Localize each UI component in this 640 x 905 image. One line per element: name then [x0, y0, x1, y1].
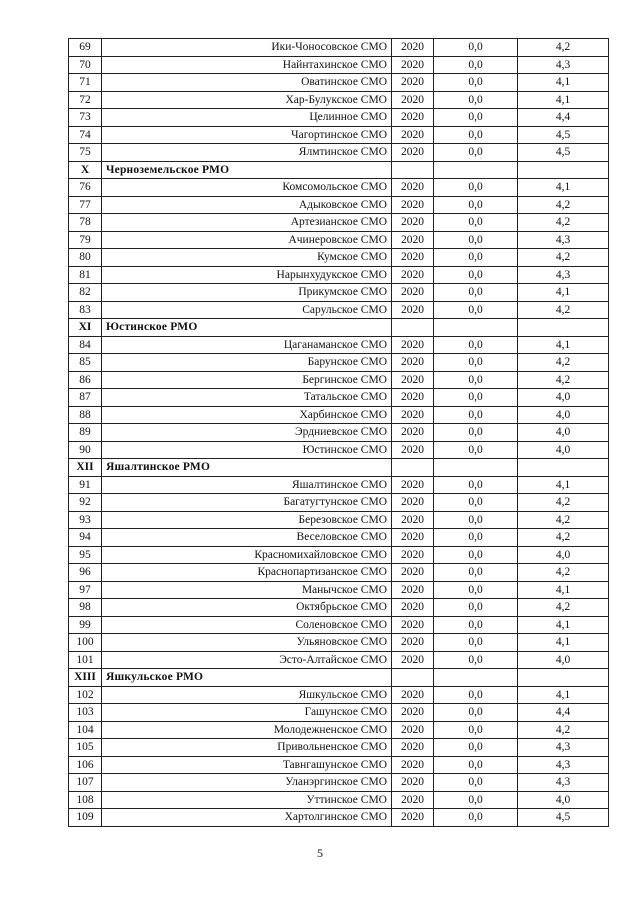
municipality-name: Оватинское СМО [102, 74, 392, 92]
value-cell-1: 0,0 [434, 389, 518, 407]
row-number: 74 [69, 126, 102, 144]
municipality-name: Ульяновское СМО [102, 634, 392, 652]
municipality-name: Кумское СМО [102, 249, 392, 267]
year-cell: 2020 [392, 756, 434, 774]
value-cell-1: 0,0 [434, 546, 518, 564]
municipality-name: Гашунское СМО [102, 704, 392, 722]
municipality-name: Татальское СМО [102, 389, 392, 407]
municipality-name: Багатугтунское СМО [102, 494, 392, 512]
row-number: 83 [69, 301, 102, 319]
value-cell-1: 0,0 [434, 144, 518, 162]
municipality-name: Ялмтинское СМО [102, 144, 392, 162]
value-cell-2: 4,2 [518, 249, 609, 267]
table-body [69, 39, 609, 827]
row-number: 91 [69, 476, 102, 494]
value-cell-2: 4,4 [518, 704, 609, 722]
row-number: 84 [69, 336, 102, 354]
value-cell-2: 4,0 [518, 791, 609, 809]
value-cell-2: 4,2 [518, 214, 609, 232]
value-cell-2: 4,2 [518, 371, 609, 389]
year-cell: 2020 [392, 196, 434, 214]
table-row [69, 511, 609, 529]
value-cell-1: 0,0 [434, 196, 518, 214]
section-row [69, 669, 609, 687]
table-row [69, 441, 609, 459]
section-number: XII [69, 459, 102, 477]
table-row [69, 634, 609, 652]
table-row [69, 74, 609, 92]
section-title: Яшалтинское РМО [102, 459, 392, 477]
municipality-name: Тавнгашунское СМО [102, 756, 392, 774]
year-cell: 2020 [392, 56, 434, 74]
row-number: 98 [69, 599, 102, 617]
empty-cell [392, 459, 434, 477]
row-number: 76 [69, 179, 102, 197]
row-number: 90 [69, 441, 102, 459]
year-cell: 2020 [392, 406, 434, 424]
value-cell-2: 4,1 [518, 336, 609, 354]
row-number: 103 [69, 704, 102, 722]
value-cell-1: 0,0 [434, 791, 518, 809]
municipality-name: Артезианское СМО [102, 214, 392, 232]
value-cell-1: 0,0 [434, 91, 518, 109]
year-cell: 2020 [392, 774, 434, 792]
municipality-name: Хар-Булукское СМО [102, 91, 392, 109]
value-cell-2: 4,5 [518, 126, 609, 144]
empty-cell [518, 319, 609, 337]
year-cell: 2020 [392, 704, 434, 722]
value-cell-2: 4,0 [518, 389, 609, 407]
table-row [69, 231, 609, 249]
year-cell: 2020 [392, 634, 434, 652]
value-cell-1: 0,0 [434, 74, 518, 92]
year-cell: 2020 [392, 791, 434, 809]
value-cell-1: 0,0 [434, 231, 518, 249]
table-row [69, 704, 609, 722]
page-number: 5 [317, 846, 323, 860]
value-cell-2: 4,1 [518, 284, 609, 302]
year-cell: 2020 [392, 441, 434, 459]
value-cell-2: 4,3 [518, 266, 609, 284]
year-cell: 2020 [392, 511, 434, 529]
table-row [69, 126, 609, 144]
value-cell-2: 4,1 [518, 634, 609, 652]
empty-cell [434, 669, 518, 687]
table-row [69, 581, 609, 599]
row-number: 79 [69, 231, 102, 249]
municipality-name: Комсомольское СМО [102, 179, 392, 197]
year-cell: 2020 [392, 39, 434, 57]
municipality-name: Хартолгинское СМО [102, 809, 392, 827]
row-number: 96 [69, 564, 102, 582]
empty-cell [392, 669, 434, 687]
year-cell: 2020 [392, 651, 434, 669]
empty-cell [434, 319, 518, 337]
value-cell-2: 4,1 [518, 686, 609, 704]
table-row [69, 179, 609, 197]
year-cell: 2020 [392, 581, 434, 599]
value-cell-1: 0,0 [434, 441, 518, 459]
row-number: 81 [69, 266, 102, 284]
municipality-name: Целинное СМО [102, 109, 392, 127]
year-cell: 2020 [392, 371, 434, 389]
row-number: 78 [69, 214, 102, 232]
year-cell: 2020 [392, 284, 434, 302]
year-cell: 2020 [392, 91, 434, 109]
value-cell-1: 0,0 [434, 529, 518, 547]
table-row [69, 616, 609, 634]
row-number: 73 [69, 109, 102, 127]
row-number: 108 [69, 791, 102, 809]
municipality-name: Уланэргинское СМО [102, 774, 392, 792]
municipality-name: Красномихайловское СМО [102, 546, 392, 564]
municipality-name: Сарульское СМО [102, 301, 392, 319]
municipality-name: Манычское СМО [102, 581, 392, 599]
municipality-name: Барунское СМО [102, 354, 392, 372]
row-number: 95 [69, 546, 102, 564]
value-cell-2: 4,3 [518, 739, 609, 757]
empty-cell [518, 459, 609, 477]
value-cell-2: 4,2 [518, 529, 609, 547]
value-cell-1: 0,0 [434, 354, 518, 372]
year-cell: 2020 [392, 529, 434, 547]
year-cell: 2020 [392, 249, 434, 267]
table-row [69, 774, 609, 792]
value-cell-2: 4,0 [518, 546, 609, 564]
row-number: 109 [69, 809, 102, 827]
table-row [69, 249, 609, 267]
value-cell-1: 0,0 [434, 686, 518, 704]
value-cell-2: 4,3 [518, 774, 609, 792]
row-number: 75 [69, 144, 102, 162]
value-cell-2: 4,0 [518, 651, 609, 669]
section-row [69, 319, 609, 337]
table-row [69, 91, 609, 109]
table-row [69, 56, 609, 74]
value-cell-1: 0,0 [434, 179, 518, 197]
municipality-name: Найнтахинское СМО [102, 56, 392, 74]
municipality-name: Адыковское СМО [102, 196, 392, 214]
table-row [69, 686, 609, 704]
table-row [69, 301, 609, 319]
municipality-name: Веселовское СМО [102, 529, 392, 547]
row-number: 80 [69, 249, 102, 267]
value-cell-1: 0,0 [434, 774, 518, 792]
value-cell-1: 0,0 [434, 249, 518, 267]
year-cell: 2020 [392, 231, 434, 249]
value-cell-1: 0,0 [434, 756, 518, 774]
value-cell-2: 4,1 [518, 476, 609, 494]
value-cell-2: 4,2 [518, 511, 609, 529]
table-row [69, 196, 609, 214]
value-cell-1: 0,0 [434, 809, 518, 827]
value-cell-1: 0,0 [434, 739, 518, 757]
value-cell-2: 4,3 [518, 56, 609, 74]
year-cell: 2020 [392, 739, 434, 757]
row-number: 100 [69, 634, 102, 652]
table-row [69, 109, 609, 127]
year-cell: 2020 [392, 809, 434, 827]
table-row [69, 424, 609, 442]
row-number: 86 [69, 371, 102, 389]
row-number: 71 [69, 74, 102, 92]
value-cell-1: 0,0 [434, 424, 518, 442]
table-row [69, 144, 609, 162]
municipality-name: Березовское СМО [102, 511, 392, 529]
year-cell: 2020 [392, 424, 434, 442]
municipality-name: Ачинеровское СМО [102, 231, 392, 249]
value-cell-1: 0,0 [434, 564, 518, 582]
value-cell-2: 4,2 [518, 196, 609, 214]
empty-cell [434, 161, 518, 179]
year-cell: 2020 [392, 126, 434, 144]
empty-cell [518, 161, 609, 179]
row-number: 104 [69, 721, 102, 739]
value-cell-1: 0,0 [434, 56, 518, 74]
value-cell-2: 4,2 [518, 39, 609, 57]
value-cell-1: 0,0 [434, 266, 518, 284]
municipality-name: Уттинское СМО [102, 791, 392, 809]
table-row [69, 39, 609, 57]
row-number: 72 [69, 91, 102, 109]
municipality-name: Прикумское СМО [102, 284, 392, 302]
municipality-name: Харбинское СМО [102, 406, 392, 424]
row-number: 70 [69, 56, 102, 74]
value-cell-2: 4,0 [518, 424, 609, 442]
value-cell-1: 0,0 [434, 511, 518, 529]
table-row [69, 476, 609, 494]
table-row [69, 266, 609, 284]
table-row [69, 599, 609, 617]
value-cell-2: 4,2 [518, 721, 609, 739]
value-cell-1: 0,0 [434, 336, 518, 354]
municipality-name: Цаганаманское СМО [102, 336, 392, 354]
row-number: 69 [69, 39, 102, 57]
value-cell-1: 0,0 [434, 599, 518, 617]
value-cell-2: 4,2 [518, 564, 609, 582]
table-row [69, 389, 609, 407]
year-cell: 2020 [392, 721, 434, 739]
year-cell: 2020 [392, 616, 434, 634]
value-cell-1: 0,0 [434, 406, 518, 424]
table-row [69, 721, 609, 739]
section-number: X [69, 161, 102, 179]
row-number: 88 [69, 406, 102, 424]
municipality-name: Ики-Чоносовское СМО [102, 39, 392, 57]
value-cell-1: 0,0 [434, 651, 518, 669]
table-row [69, 546, 609, 564]
municipality-name: Эсто-Алтайское СМО [102, 651, 392, 669]
row-number: 102 [69, 686, 102, 704]
value-cell-1: 0,0 [434, 109, 518, 127]
year-cell: 2020 [392, 476, 434, 494]
municipality-name: Октябрьское СМО [102, 599, 392, 617]
table-row [69, 494, 609, 512]
row-number: 82 [69, 284, 102, 302]
table-row [69, 354, 609, 372]
row-number: 92 [69, 494, 102, 512]
value-cell-1: 0,0 [434, 371, 518, 389]
municipality-name: Молодежненское СМО [102, 721, 392, 739]
row-number: 101 [69, 651, 102, 669]
year-cell: 2020 [392, 494, 434, 512]
value-cell-1: 0,0 [434, 721, 518, 739]
table-row [69, 651, 609, 669]
value-cell-1: 0,0 [434, 126, 518, 144]
row-number: 89 [69, 424, 102, 442]
row-number: 106 [69, 756, 102, 774]
year-cell: 2020 [392, 599, 434, 617]
row-number: 99 [69, 616, 102, 634]
value-cell-1: 0,0 [434, 634, 518, 652]
municipality-name: Краснопартизанское СМО [102, 564, 392, 582]
row-number: 87 [69, 389, 102, 407]
municipality-name: Яшкульское СМО [102, 686, 392, 704]
value-cell-1: 0,0 [434, 284, 518, 302]
table-row [69, 284, 609, 302]
year-cell: 2020 [392, 266, 434, 284]
empty-cell [392, 319, 434, 337]
year-cell: 2020 [392, 389, 434, 407]
section-row [69, 161, 609, 179]
row-number: 107 [69, 774, 102, 792]
value-cell-1: 0,0 [434, 704, 518, 722]
value-cell-2: 4,2 [518, 354, 609, 372]
municipality-name: Юстинское СМО [102, 441, 392, 459]
value-cell-2: 4,3 [518, 756, 609, 774]
year-cell: 2020 [392, 301, 434, 319]
table-row [69, 791, 609, 809]
section-title: Юстинское РМО [102, 319, 392, 337]
year-cell: 2020 [392, 686, 434, 704]
table-row [69, 214, 609, 232]
municipality-name: Чагортинское СМО [102, 126, 392, 144]
value-cell-2: 4,1 [518, 179, 609, 197]
value-cell-1: 0,0 [434, 214, 518, 232]
table-row [69, 529, 609, 547]
value-cell-2: 4,0 [518, 441, 609, 459]
value-cell-2: 4,5 [518, 809, 609, 827]
value-cell-1: 0,0 [434, 301, 518, 319]
value-cell-2: 4,1 [518, 616, 609, 634]
table-row [69, 809, 609, 827]
table-row [69, 739, 609, 757]
section-number: XI [69, 319, 102, 337]
section-number: XIII [69, 669, 102, 687]
table-row [69, 756, 609, 774]
value-cell-2: 4,3 [518, 231, 609, 249]
table-row [69, 564, 609, 582]
year-cell: 2020 [392, 179, 434, 197]
value-cell-2: 4,0 [518, 406, 609, 424]
section-title: Яшкульское РМО [102, 669, 392, 687]
section-title: Черноземельское РМО [102, 161, 392, 179]
table-row [69, 336, 609, 354]
value-cell-2: 4,2 [518, 599, 609, 617]
municipality-name: Эрдниевское СМО [102, 424, 392, 442]
value-cell-1: 0,0 [434, 616, 518, 634]
row-number: 94 [69, 529, 102, 547]
year-cell: 2020 [392, 144, 434, 162]
section-row [69, 459, 609, 477]
value-cell-2: 4,2 [518, 494, 609, 512]
value-cell-2: 4,2 [518, 301, 609, 319]
data-table [68, 38, 609, 827]
row-number: 85 [69, 354, 102, 372]
municipality-name: Яшалтинское СМО [102, 476, 392, 494]
table-row [69, 406, 609, 424]
value-cell-2: 4,4 [518, 109, 609, 127]
value-cell-1: 0,0 [434, 39, 518, 57]
municipality-name: Бергинское СМО [102, 371, 392, 389]
value-cell-1: 0,0 [434, 581, 518, 599]
table-row [69, 371, 609, 389]
empty-cell [434, 459, 518, 477]
empty-cell [518, 669, 609, 687]
value-cell-2: 4,1 [518, 91, 609, 109]
municipality-name: Нарынхудукское СМО [102, 266, 392, 284]
year-cell: 2020 [392, 546, 434, 564]
year-cell: 2020 [392, 74, 434, 92]
row-number: 105 [69, 739, 102, 757]
row-number: 93 [69, 511, 102, 529]
value-cell-1: 0,0 [434, 494, 518, 512]
year-cell: 2020 [392, 564, 434, 582]
year-cell: 2020 [392, 336, 434, 354]
year-cell: 2020 [392, 214, 434, 232]
municipality-name: Соленовское СМО [102, 616, 392, 634]
year-cell: 2020 [392, 109, 434, 127]
row-number: 77 [69, 196, 102, 214]
value-cell-2: 4,1 [518, 581, 609, 599]
row-number: 97 [69, 581, 102, 599]
value-cell-1: 0,0 [434, 476, 518, 494]
municipality-name: Привольненское СМО [102, 739, 392, 757]
value-cell-2: 4,1 [518, 74, 609, 92]
empty-cell [392, 161, 434, 179]
year-cell: 2020 [392, 354, 434, 372]
value-cell-2: 4,5 [518, 144, 609, 162]
